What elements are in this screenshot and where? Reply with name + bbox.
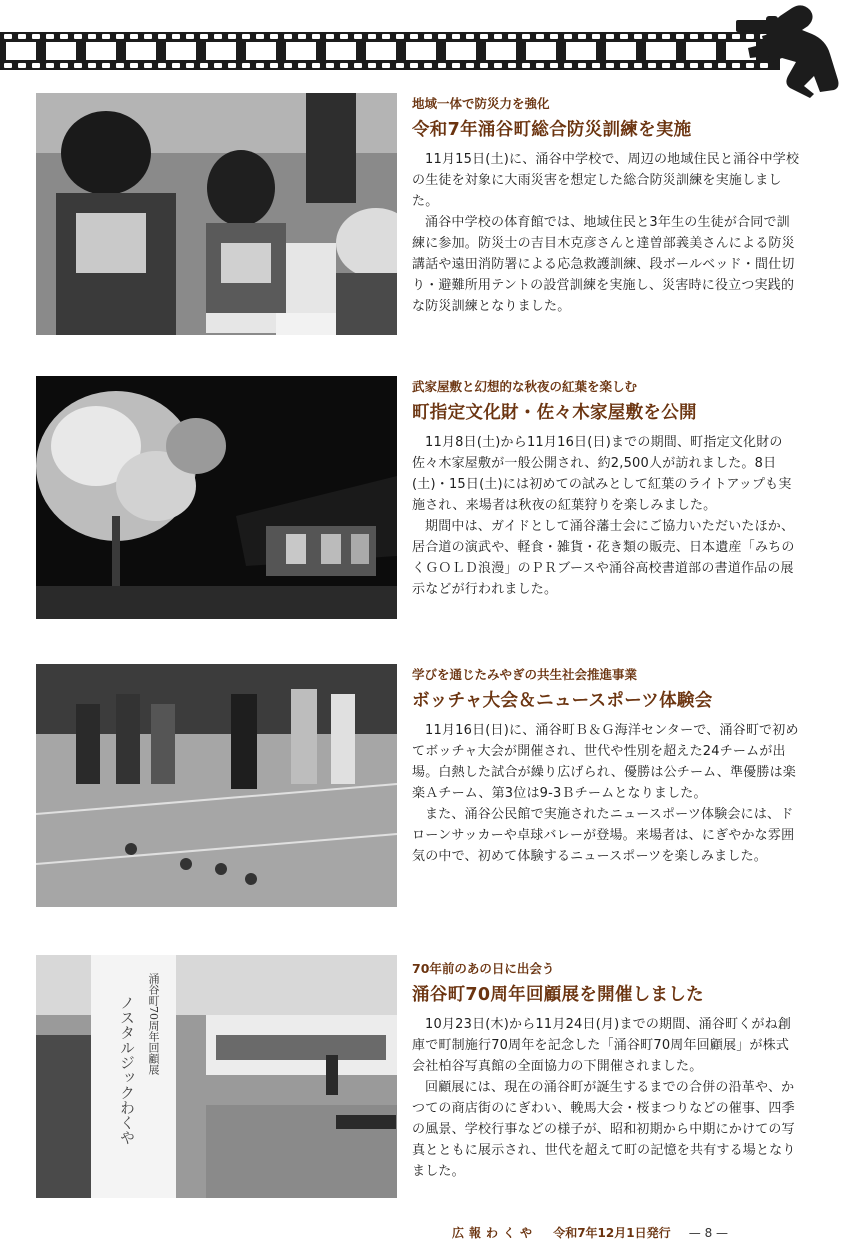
article-kicker: 70年前のあの日に出会う	[412, 961, 555, 976]
film-frame	[86, 42, 116, 60]
film-perforation	[18, 34, 26, 39]
film-perforation	[368, 34, 376, 39]
article-boccia	[412, 665, 802, 867]
film-perforation	[74, 63, 82, 68]
film-perforation	[396, 34, 404, 39]
article-headline: 令和7年涌谷町総合防災訓練を実施	[412, 120, 692, 140]
film-perforation	[536, 63, 544, 68]
article-kicker: 地域一体で防災力を強化	[412, 96, 550, 111]
film-perforation	[326, 63, 334, 68]
film-perforation	[326, 34, 334, 39]
film-perforation	[662, 34, 670, 39]
film-perforation	[312, 63, 320, 68]
film-perforation	[256, 34, 264, 39]
film-frame	[446, 42, 476, 60]
film-perforation	[676, 63, 684, 68]
film-perforation	[144, 34, 152, 39]
film-perforation	[214, 63, 222, 68]
film-perforation	[410, 63, 418, 68]
film-perforation	[340, 63, 348, 68]
exhibition-banner: 涌谷町70周年回顧展	[147, 973, 160, 1075]
film-perforation	[186, 63, 194, 68]
film-perforation	[158, 34, 166, 39]
film-perforation	[214, 34, 222, 39]
article-paragraph: 期間中は、ガイドとして涌谷藩士会にご協力いただいたほか、居合道の演武や、軽食・雑貨・花き類の販売、日本遺産「みちのくＧＯＬＤ浪漫」のＰＲブースや涌谷高校書道部の書道作品の展示などが行われました。	[412, 519, 795, 597]
film-perforation	[480, 34, 488, 39]
article-paragraph: 涌谷中学校の体育館では、地域住民と3年生の生徒が合同で訓練に参加。防災士の吉目木克彦さんと達曽部義美さんによる防災講話や遠田消防署による応急救護訓練、段ボールベッド・間仕切り・避難所用テントの設営訓練を実施し、災害時に役立つ実践的な防災訓練となりました。	[412, 215, 795, 314]
film-perforation	[186, 34, 194, 39]
film-perforation	[606, 34, 614, 39]
film-perforation	[494, 34, 502, 39]
film-perforation	[676, 34, 684, 39]
film-perforation	[284, 63, 292, 68]
film-perforation	[256, 63, 264, 68]
film-perforation	[270, 63, 278, 68]
film-perforation	[438, 63, 446, 68]
film-frame	[286, 42, 316, 60]
film-perforation	[578, 63, 586, 68]
film-frame	[6, 42, 36, 60]
film-perforation	[312, 34, 320, 39]
film-perforation	[424, 34, 432, 39]
film-perforation	[690, 63, 698, 68]
film-perforation	[494, 63, 502, 68]
page-number: — 8 —	[688, 1226, 729, 1240]
film-perforation	[354, 34, 362, 39]
film-perforation	[508, 63, 516, 68]
article-sasaki-house	[412, 377, 802, 600]
article-paragraph: 11月16日(日)に、涌谷町Ｂ＆Ｇ海洋センターで、涌谷町で初めてボッチャ大会が開催され、世代や性別を超えた24チームが出場。白熱した試合が繰り広げられ、優勝は公チーム、準優勝は楽楽Ａチーム、第3位は9-3Ｂチームとなりました。	[412, 723, 799, 801]
film-perforation	[158, 63, 166, 68]
article-kicker: 学びを通じたみやぎの共生社会推進事業	[412, 667, 638, 682]
film-perforation	[648, 34, 656, 39]
article-paragraph: また、涌谷公民館で実施されたニュースポーツ体験会には、ドローンサッカーや卓球バレーが登場。来場者は、にぎやかな雰囲気の中で、初めて体験するニュースポーツを楽しみました。	[412, 807, 795, 864]
publication-name: 広報わくや	[452, 1226, 538, 1240]
film-perforation	[382, 63, 390, 68]
film-perforation	[620, 63, 628, 68]
film-perforation	[704, 34, 712, 39]
article-paragraph: 11月8日(土)から11月16日(日)までの期間、町指定文化財の佐々木家屋敷が一般公開され、約2,500人が訪れました。8日(土)・15日(土)には初めての試みとして紅葉のライトアップも実施され、来場者は秋夜の紅葉狩りを楽しみました。	[412, 435, 792, 513]
film-perforation	[32, 34, 40, 39]
film-perforation	[74, 34, 82, 39]
film-perforation	[592, 34, 600, 39]
exhibition-banner-sub: ノスタルジックわくや	[118, 995, 136, 1145]
film-perforation	[4, 34, 12, 39]
page-footer	[452, 1224, 728, 1241]
film-perforation	[4, 63, 12, 68]
film-strip-icon	[0, 32, 780, 70]
photo-exhibition	[36, 955, 397, 1198]
film-perforation	[60, 63, 68, 68]
article-headline: ボッチャ大会＆ニュースポーツ体験会	[412, 691, 713, 711]
film-frame	[606, 42, 636, 60]
film-perforation	[662, 63, 670, 68]
photo-disaster-drill	[36, 93, 397, 335]
film-perforation	[536, 34, 544, 39]
film-perforation	[620, 34, 628, 39]
film-perforation	[578, 34, 586, 39]
film-perforation	[438, 34, 446, 39]
article-paragraph: 11月15日(土)に、涌谷中学校で、周辺の地域住民と涌谷中学校の生徒を対象に大雨災害を想定した総合防災訓練を実施しました。	[412, 152, 800, 209]
film-perforation	[144, 63, 152, 68]
film-perforation	[18, 63, 26, 68]
film-perforation	[452, 63, 460, 68]
film-perforation	[508, 34, 516, 39]
film-perforation	[382, 34, 390, 39]
article-disaster-drill	[412, 94, 802, 317]
film-perforation	[242, 63, 250, 68]
film-perforation	[718, 34, 726, 39]
film-perforation	[102, 34, 110, 39]
film-perforation	[564, 34, 572, 39]
film-perforation	[522, 63, 530, 68]
photo-boccia	[36, 664, 397, 907]
film-perforation	[480, 63, 488, 68]
film-perforation	[130, 63, 138, 68]
film-perforation	[172, 34, 180, 39]
film-perforation	[592, 63, 600, 68]
film-perforation	[88, 34, 96, 39]
film-frame	[526, 42, 556, 60]
film-perforation	[228, 34, 236, 39]
film-frame	[246, 42, 276, 60]
film-perforation	[172, 63, 180, 68]
film-perforation	[228, 63, 236, 68]
film-perforation	[718, 63, 726, 68]
article-exhibition	[412, 959, 802, 1182]
film-perforation	[550, 34, 558, 39]
article-headline: 涌谷町70周年回顧展を開催しました	[412, 985, 704, 1005]
film-frame	[406, 42, 436, 60]
film-perforation	[46, 34, 54, 39]
issue-date: 令和7年12月1日発行	[553, 1226, 671, 1240]
film-perforation	[634, 34, 642, 39]
film-frame	[206, 42, 236, 60]
article-paragraph: 回顧展には、現在の涌谷町が誕生するまでの合併の沿革や、かつての商店街のにぎわい、輓馬大会・桜まつりなどの催事、四季の風景、学校行事などの様子が、昭和初期から中期にかけての写真とともに展示され、世代を超えて町の記憶を共有する場となりました。	[412, 1080, 796, 1179]
article-headline: 町指定文化財・佐々木家屋敷を公開	[412, 403, 697, 423]
cameraman-silhouette-icon	[736, 2, 848, 98]
film-frame	[126, 42, 156, 60]
film-frame	[566, 42, 596, 60]
film-perforation	[102, 63, 110, 68]
film-perforation	[690, 34, 698, 39]
film-perforation	[88, 63, 96, 68]
film-perforation	[410, 34, 418, 39]
film-perforation	[466, 34, 474, 39]
film-frame	[166, 42, 196, 60]
film-perforation	[648, 63, 656, 68]
film-perforation	[284, 34, 292, 39]
film-perforation	[704, 63, 712, 68]
film-perforation	[368, 63, 376, 68]
film-perforation	[242, 34, 250, 39]
film-perforation	[564, 63, 572, 68]
film-perforation	[130, 34, 138, 39]
film-perforation	[424, 63, 432, 68]
film-perforation	[550, 63, 558, 68]
film-perforation	[452, 34, 460, 39]
film-perforation	[116, 63, 124, 68]
film-perforation	[200, 63, 208, 68]
film-frame	[686, 42, 716, 60]
film-perforation	[60, 34, 68, 39]
film-perforation	[46, 63, 54, 68]
article-paragraph: 10月23日(木)から11月24日(月)までの期間、涌谷町くがね創庫で町制施行70周年を記念した「涌谷町70周年回顧展」が株式会社柏谷写真館の全面協力の下開催されました。	[412, 1017, 792, 1074]
film-perforation	[270, 34, 278, 39]
photo-sasaki-house	[36, 376, 397, 619]
film-perforation	[116, 34, 124, 39]
film-perforation	[354, 63, 362, 68]
article-kicker: 武家屋敷と幻想的な秋夜の紅葉を楽しむ	[412, 379, 638, 394]
film-frame	[366, 42, 396, 60]
film-perforation	[32, 63, 40, 68]
film-perforation	[396, 63, 404, 68]
film-perforation	[200, 34, 208, 39]
film-perforation	[466, 63, 474, 68]
film-perforation	[606, 63, 614, 68]
film-frame	[646, 42, 676, 60]
film-perforation	[298, 63, 306, 68]
film-perforation	[634, 63, 642, 68]
film-perforation	[340, 34, 348, 39]
film-frame	[486, 42, 516, 60]
film-perforation	[522, 34, 530, 39]
film-frame	[46, 42, 76, 60]
film-frame	[326, 42, 356, 60]
film-perforation	[298, 34, 306, 39]
